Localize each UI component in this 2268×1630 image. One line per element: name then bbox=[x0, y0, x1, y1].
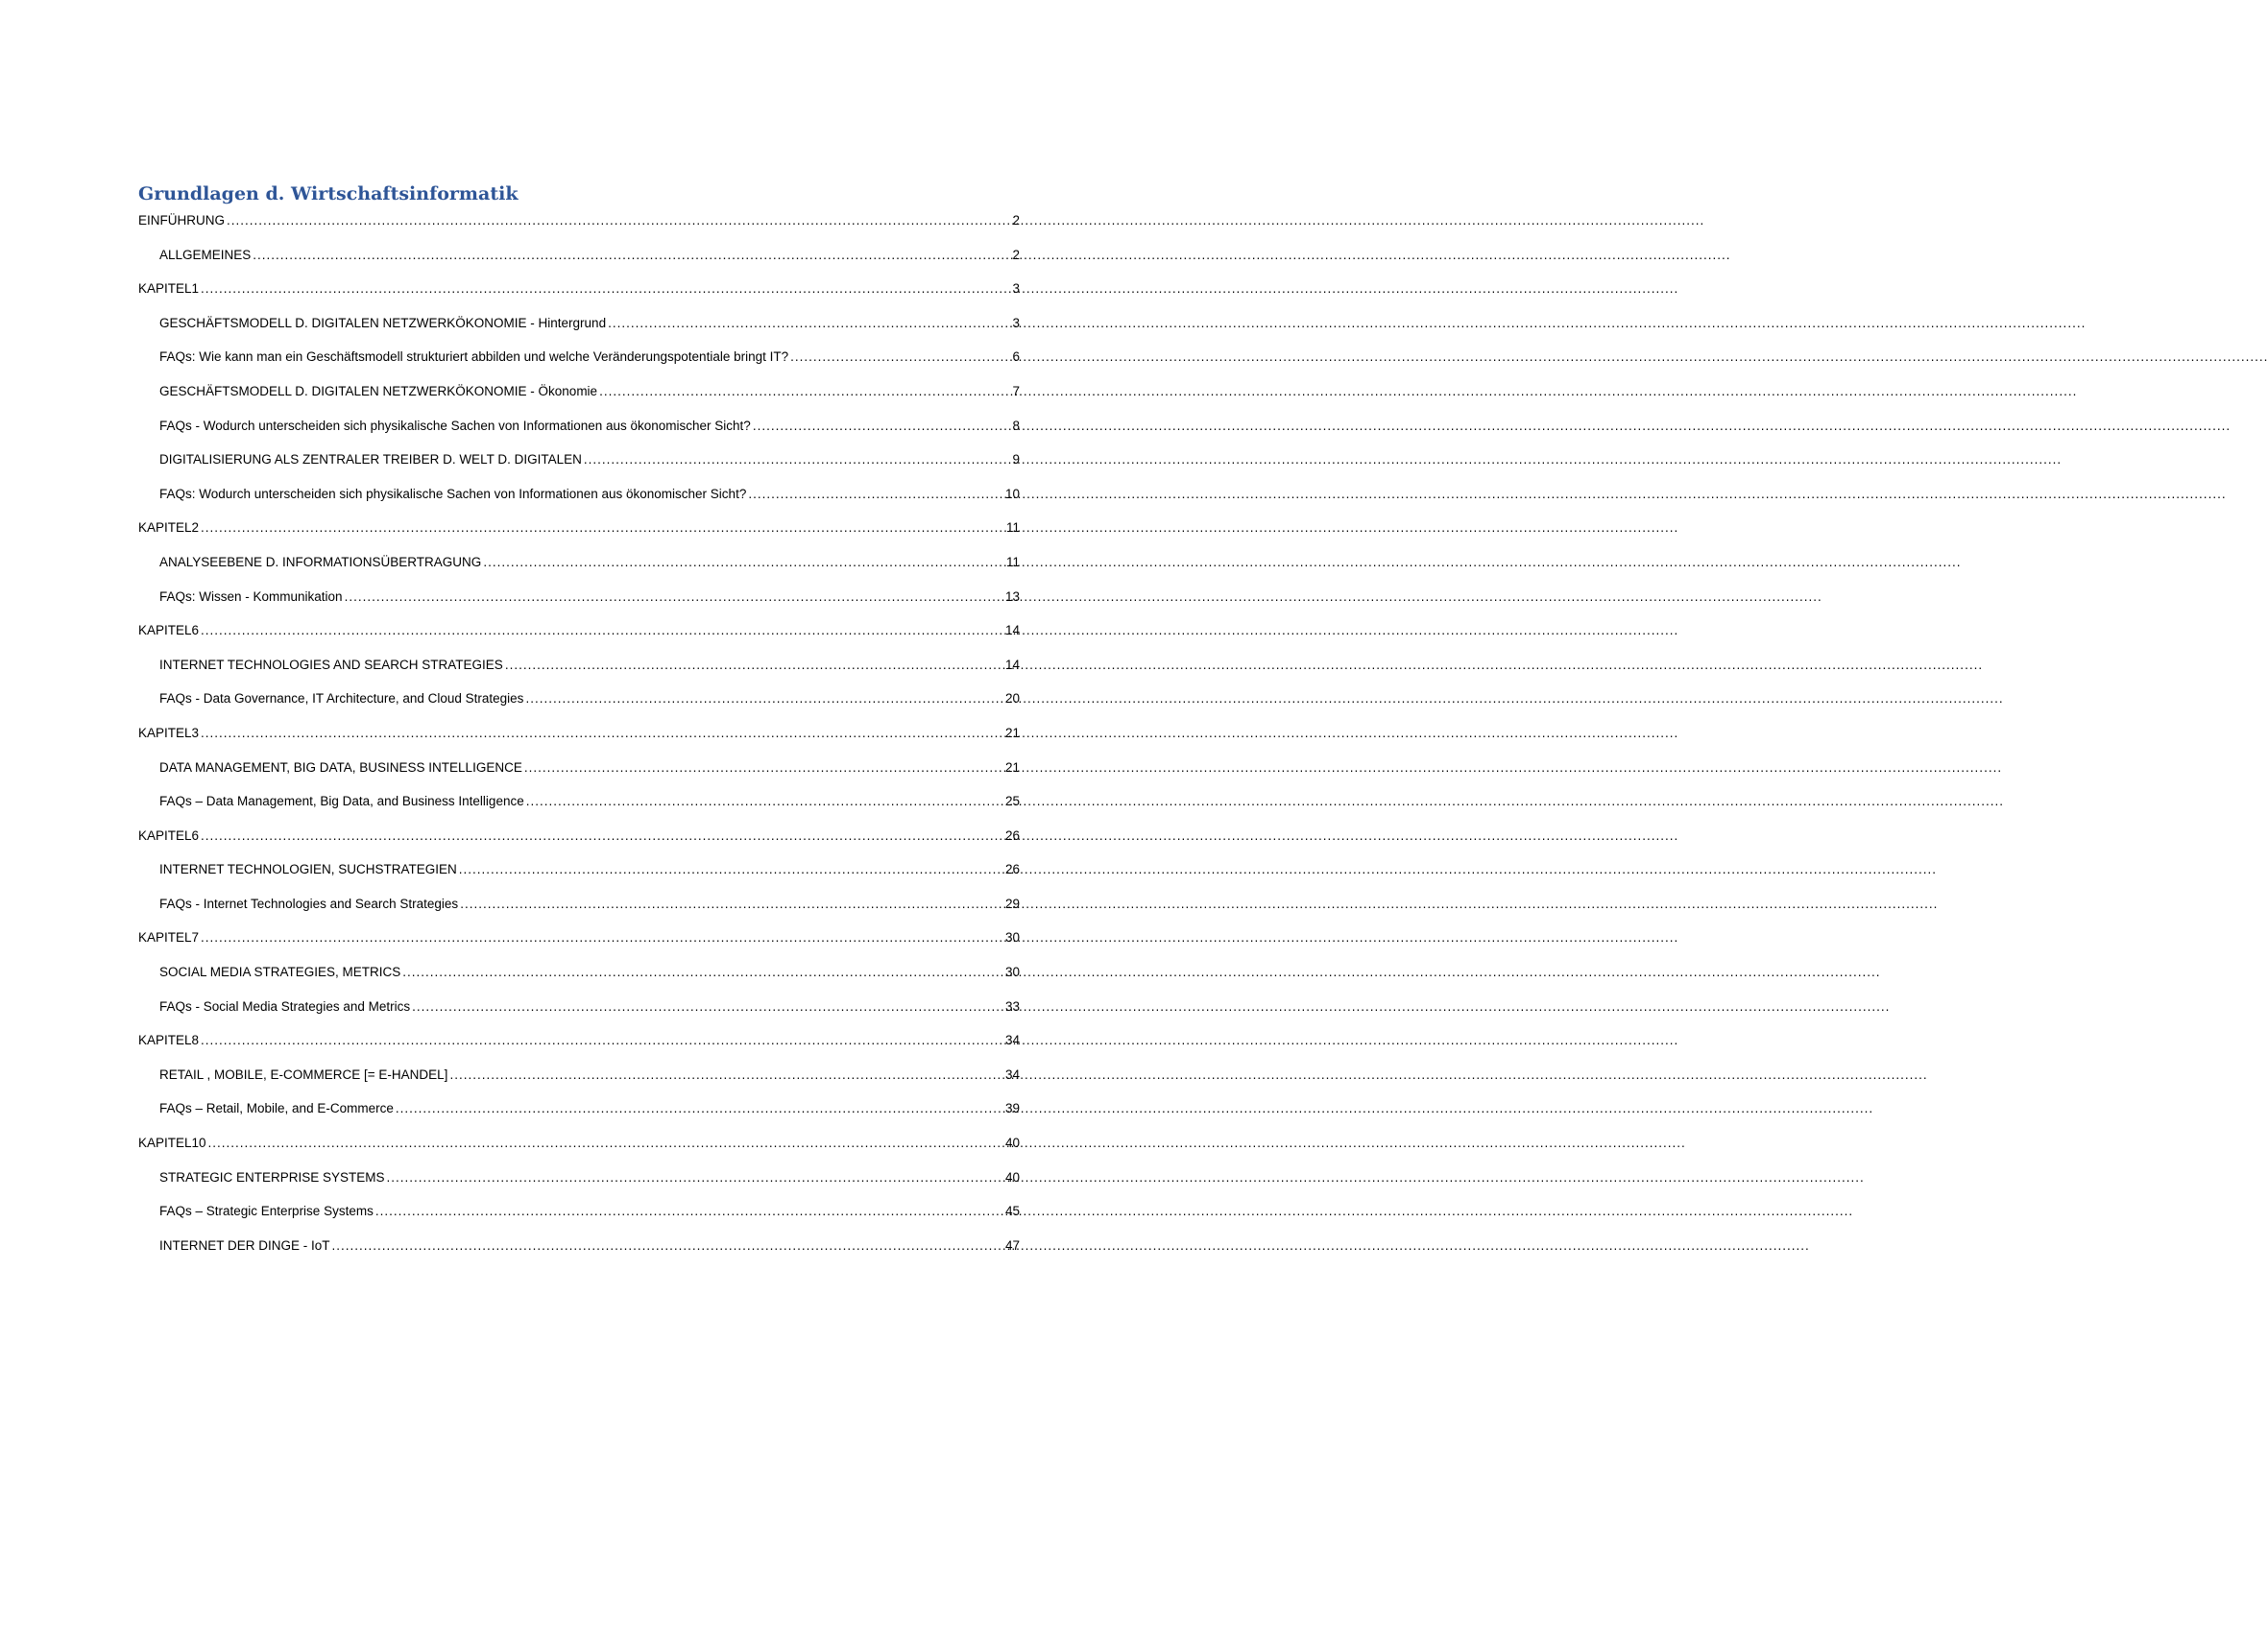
toc-entry-page-number: 47 bbox=[1004, 1237, 1020, 1253]
toc-entry-label: GESCHÄFTSMODELL D. DIGITALEN NETZWERKÖKONOMIE - Ökonomie bbox=[159, 383, 598, 398]
document-title: Grundlagen d. Wirtschaftsinformatik bbox=[138, 183, 519, 204]
toc-entry[interactable] bbox=[138, 481, 1020, 515]
toc-entry-label: KAPITEL6 bbox=[138, 827, 200, 843]
toc-entry-label: FAQs – Strategic Enterprise Systems bbox=[159, 1204, 374, 1219]
toc-entry-page-number: 40 bbox=[1004, 1169, 1020, 1185]
toc-entry-page-number: 33 bbox=[1004, 998, 1020, 1014]
dot-leader bbox=[790, 348, 1010, 366]
toc-entry[interactable] bbox=[138, 1164, 1020, 1199]
toc-entry[interactable] bbox=[138, 584, 1020, 618]
toc-entry-page-number: 3 bbox=[1012, 315, 1020, 330]
toc-entry[interactable] bbox=[138, 242, 1020, 276]
toc-entry-page-number: 8 bbox=[1012, 418, 1020, 433]
toc-entry-label: FAQs - Internet Technologies and Search Strategies bbox=[159, 896, 459, 911]
dot-leader bbox=[396, 1100, 1003, 1117]
dot-leader bbox=[584, 451, 1011, 468]
toc-entry-label: INTERNET TECHNOLOGIES AND SEARCH STRATEGIES bbox=[159, 657, 503, 672]
toc-entry-label: STRATEGIC ENTERPRISE SYSTEMS bbox=[159, 1169, 385, 1185]
toc-entry-page-number: 26 bbox=[1004, 862, 1020, 877]
toc-entry-page-number: 34 bbox=[1004, 1067, 1020, 1082]
toc-entry[interactable] bbox=[138, 685, 1020, 720]
toc-entry-page-number: 2 bbox=[1012, 213, 1020, 228]
dot-leader bbox=[525, 690, 1003, 707]
dot-leader bbox=[201, 929, 1003, 947]
dot-leader bbox=[449, 1067, 1003, 1084]
dot-leader bbox=[253, 247, 1010, 264]
toc-entry-label: ANALYSEEBENE D. INFORMATIONSÜBERTRAGUNG bbox=[159, 554, 482, 569]
toc-entry-page-number: 21 bbox=[1004, 725, 1020, 740]
toc-entry[interactable] bbox=[138, 891, 1020, 925]
toc-entry-label: ALLGEMEINES bbox=[159, 247, 252, 262]
dot-leader bbox=[412, 998, 1003, 1016]
toc-entry[interactable] bbox=[138, 788, 1020, 823]
toc-entry[interactable] bbox=[138, 755, 1020, 789]
toc-entry-label: GESCHÄFTSMODELL D. DIGITALEN NETZWERKÖKONOMIE - Hintergrund bbox=[159, 315, 607, 330]
toc-entry[interactable] bbox=[138, 720, 1020, 755]
dot-leader bbox=[483, 554, 1004, 571]
toc-list bbox=[138, 207, 1020, 1266]
toc-entry-label: RETAIL , MOBILE, E-COMMERCE [= E-HANDEL] bbox=[159, 1067, 448, 1082]
toc-entry-label: FAQs - Data Governance, IT Architecture, and Cloud Strategies bbox=[159, 691, 524, 707]
toc-entry-label: FAQs - Social Media Strategies and Metrics bbox=[159, 998, 411, 1014]
toc-entry-page-number: 11 bbox=[1005, 554, 1020, 569]
toc-entry[interactable] bbox=[138, 276, 1020, 310]
toc-entry-page-number: 9 bbox=[1012, 452, 1020, 467]
toc-entry-label: DATA MANAGEMENT, BIG DATA, BUSINESS INTELLIGENCE bbox=[159, 759, 522, 775]
toc-entry-label: KAPITEL8 bbox=[138, 1033, 200, 1048]
toc-entry-page-number: 14 bbox=[1004, 623, 1020, 638]
toc-entry-page-number: 34 bbox=[1004, 1033, 1020, 1048]
toc-entry[interactable] bbox=[138, 310, 1020, 345]
toc-entry[interactable] bbox=[138, 994, 1020, 1028]
toc-entry[interactable] bbox=[138, 652, 1020, 686]
toc-entry[interactable] bbox=[138, 515, 1020, 549]
toc-entry-label: FAQs – Data Management, Big Data, and Business Intelligence bbox=[159, 794, 524, 809]
toc-entry-label: EINFÜHRUNG bbox=[138, 213, 225, 228]
toc-entry[interactable] bbox=[138, 1130, 1020, 1164]
toc-entry[interactable] bbox=[138, 1233, 1020, 1267]
dot-leader bbox=[402, 964, 1003, 981]
toc-entry-page-number: 30 bbox=[1004, 965, 1020, 980]
toc-entry-label: FAQs: Wissen - Kommunikation bbox=[159, 588, 343, 604]
toc-entry-page-number: 14 bbox=[1004, 657, 1020, 672]
table-of-contents bbox=[138, 182, 1020, 1266]
dot-leader bbox=[345, 588, 1003, 606]
toc-entry-label: INTERNET DER DINGE - IoT bbox=[159, 1237, 330, 1253]
toc-entry[interactable] bbox=[138, 1095, 1020, 1130]
dot-leader bbox=[608, 315, 1010, 332]
toc-entry[interactable] bbox=[138, 856, 1020, 891]
dot-leader bbox=[332, 1237, 1003, 1255]
toc-entry-label: KAPITEL2 bbox=[138, 520, 200, 536]
dot-leader bbox=[375, 1203, 1003, 1220]
toc-entry-page-number: 40 bbox=[1004, 1136, 1020, 1151]
toc-entry-page-number: 13 bbox=[1004, 588, 1020, 604]
toc-entry-page-number: 39 bbox=[1004, 1101, 1020, 1116]
toc-entry-page-number: 26 bbox=[1004, 827, 1020, 843]
toc-entry[interactable] bbox=[138, 959, 1020, 994]
toc-entry-label: KAPITEL10 bbox=[138, 1136, 206, 1151]
toc-entry-page-number: 20 bbox=[1004, 691, 1020, 707]
toc-entry[interactable] bbox=[138, 823, 1020, 857]
toc-entry-page-number: 25 bbox=[1004, 794, 1020, 809]
dot-leader bbox=[599, 383, 1010, 400]
toc-entry-page-number: 29 bbox=[1004, 896, 1020, 911]
toc-entry-page-number: 3 bbox=[1012, 281, 1020, 297]
toc-entry[interactable] bbox=[138, 344, 1020, 378]
toc-entry[interactable] bbox=[138, 378, 1020, 413]
dot-leader bbox=[201, 1032, 1003, 1049]
dot-leader bbox=[753, 418, 1011, 435]
toc-entry-label: SOCIAL MEDIA STRATEGIES, METRICS bbox=[159, 965, 401, 980]
dot-leader bbox=[208, 1135, 1003, 1152]
toc-entry-label: KAPITEL6 bbox=[138, 623, 200, 638]
toc-entry-label: FAQs – Retail, Mobile, and E-Commerce bbox=[159, 1101, 394, 1116]
toc-entry[interactable] bbox=[138, 1062, 1020, 1096]
toc-entry-page-number: 30 bbox=[1004, 930, 1020, 946]
dot-leader bbox=[505, 657, 1003, 674]
dot-leader bbox=[387, 1169, 1003, 1187]
toc-entry[interactable] bbox=[138, 207, 1020, 242]
toc-entry[interactable] bbox=[138, 1027, 1020, 1062]
toc-entry-page-number: 11 bbox=[1005, 520, 1020, 536]
toc-entry-label: KAPITEL7 bbox=[138, 930, 200, 946]
toc-entry-label: FAQs: Wodurch unterscheiden sich physikalische Sachen von Informationen aus ökonomischer Sicht? bbox=[159, 486, 747, 501]
dot-leader bbox=[526, 793, 1003, 810]
toc-entry-page-number: 6 bbox=[1012, 349, 1020, 365]
dot-leader bbox=[748, 486, 1003, 503]
dot-leader bbox=[201, 622, 1003, 639]
dot-leader bbox=[201, 827, 1003, 845]
toc-entry-label: KAPITEL3 bbox=[138, 725, 200, 740]
dot-leader bbox=[201, 725, 1003, 742]
toc-entry[interactable] bbox=[138, 446, 1020, 481]
toc-entry-label: INTERNET TECHNOLOGIEN, SUCHSTRATEGIEN bbox=[159, 862, 457, 877]
dot-leader bbox=[227, 212, 1010, 229]
dot-leader bbox=[201, 519, 1004, 537]
toc-entry-label: FAQs - Wodurch unterscheiden sich physikalische Sachen von Informationen aus ökonomischer Sicht? bbox=[159, 418, 751, 433]
dot-leader bbox=[460, 896, 1003, 913]
dot-leader bbox=[201, 280, 1010, 298]
toc-entry[interactable] bbox=[138, 617, 1020, 652]
toc-entry[interactable] bbox=[138, 924, 1020, 959]
dot-leader bbox=[524, 759, 1003, 777]
toc-entry-page-number: 2 bbox=[1012, 247, 1020, 262]
toc-entry-label: KAPITEL1 bbox=[138, 281, 200, 297]
dot-leader bbox=[459, 861, 1003, 878]
toc-entry-page-number: 21 bbox=[1004, 759, 1020, 775]
toc-entry[interactable] bbox=[138, 413, 1020, 447]
toc-entry-label: DIGITALISIERUNG ALS ZENTRALER TREIBER D. WELT D. DIGITALEN bbox=[159, 452, 582, 467]
toc-entry[interactable] bbox=[138, 549, 1020, 584]
toc-entry-page-number: 10 bbox=[1004, 486, 1020, 501]
toc-entry[interactable] bbox=[138, 1198, 1020, 1233]
toc-entry-label: FAQs: Wie kann man ein Geschäftsmodell strukturiert abbilden und welche Veränderungspotentiale bringt IT? bbox=[159, 349, 789, 365]
toc-entry-page-number: 7 bbox=[1012, 383, 1020, 398]
toc-entry-page-number: 45 bbox=[1004, 1204, 1020, 1219]
